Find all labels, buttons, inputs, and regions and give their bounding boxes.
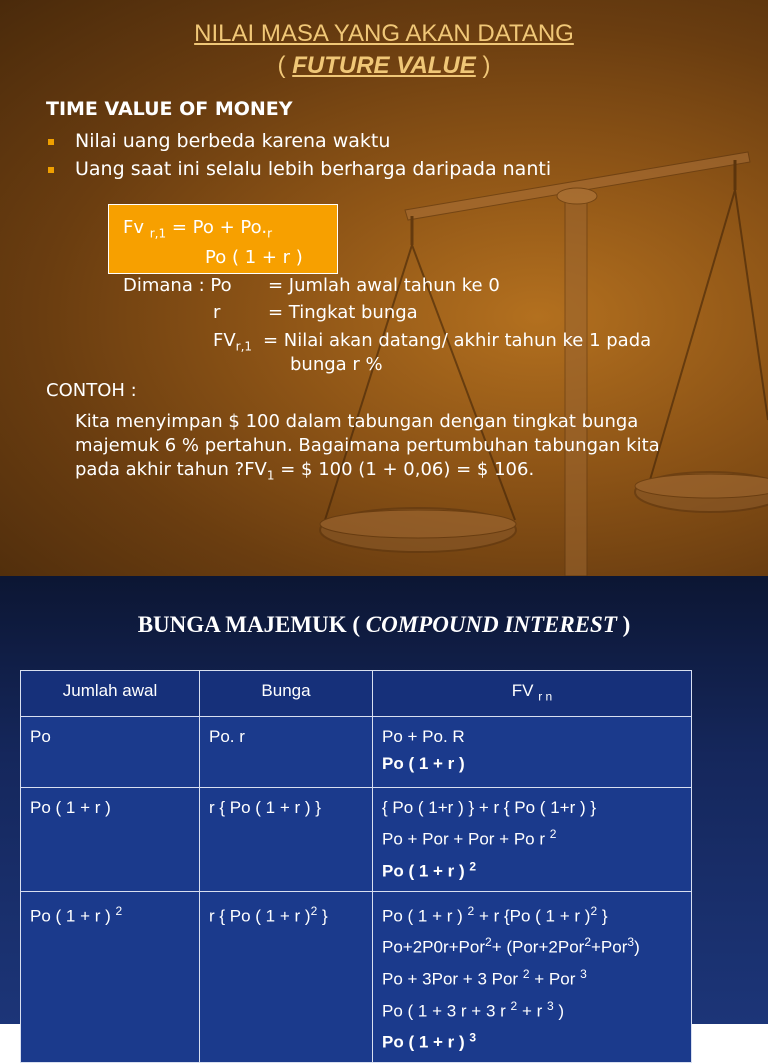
formula-line-1: Fv $_{r,1} = Po + Po._r$ bbox=[123, 217, 272, 241]
header-jumlah-awal: Jumlah awal bbox=[21, 671, 200, 717]
bullet-list bbox=[46, 127, 551, 183]
formula-line-2: Po ( 1 + r ) bbox=[205, 247, 303, 268]
table-row: Po ( 1 + r ) r { Po ( 1 + r ) } { Po ( 1+r ) } + r { Po ( 1+r ) } Po + Por + Por + Po r $^2$ Po ( 1 + r ) $^2$ bbox=[21, 788, 692, 891]
fv-label: $FV_{r,1}$ bbox=[213, 330, 253, 354]
fv-definition: = Nilai akan datang/ akhir tahun ke 1 pada bbox=[263, 330, 652, 351]
header-fv: FV $_{r n}$ bbox=[373, 671, 692, 717]
r-definition: = Tingkat bunga bbox=[268, 302, 418, 323]
bullet-square-icon bbox=[48, 167, 54, 173]
bullet-square-icon bbox=[48, 139, 54, 145]
table-row: Po ( 1 + r ) $^2$ r { Po ( 1 + r )$^2$ } Po ( 1 + r ) $^2$ + r {Po ( 1 + r )$^2$ } Po+2P0r+Por$^2$+ (Por+2Por$^2$+Por$^3$) Po + 3Por + 3 Por $^2$ + Por $^3$ Po ( 1 + 3 r + 3 r $^2$ + r $^3$ ) Po ( 1 + r ) $^3$ bbox=[21, 891, 692, 1062]
header-bunga: Bunga bbox=[200, 671, 373, 717]
compound-interest-title: BUNGA MAJEMUK ( COMPOUND INTEREST ) bbox=[137, 612, 631, 637]
fv-definition-cont: bunga r % bbox=[290, 354, 383, 375]
po-definition: = Jumlah awal tahun ke 0 bbox=[268, 275, 500, 296]
formula-box bbox=[108, 204, 338, 274]
table-header-row bbox=[21, 671, 692, 717]
dimana-label: Dimana : Po bbox=[123, 275, 232, 296]
example-paragraph: Kita menyimpan $ 100 dalam tabungan dengan tingkat bunga majemuk 6 % pertahun. Bagaimana pertumbuhan tabungan kita pada akhir tahun $?FV_1$ = $ 100 (1 + 0,06) = $ 106. bbox=[75, 411, 660, 483]
slide-title: NILAI MASA YANG AKAN DATANG bbox=[194, 20, 574, 47]
compound-interest-table bbox=[20, 670, 692, 1063]
r-label: r bbox=[213, 302, 221, 323]
slide-subtitle-future-value: ( FUTURE VALUE ) bbox=[277, 52, 491, 79]
bullet-item: Nilai uang berbeda karena waktu bbox=[46, 127, 551, 155]
table-row: Po Po. r Po + Po. R Po ( 1 + r ) bbox=[21, 717, 692, 788]
section-heading: TIME VALUE OF MONEY bbox=[46, 98, 293, 120]
bullet-item: Uang saat ini selalu lebih berharga daripada nanti bbox=[46, 155, 551, 183]
contoh-label: CONTOH : bbox=[46, 380, 137, 401]
